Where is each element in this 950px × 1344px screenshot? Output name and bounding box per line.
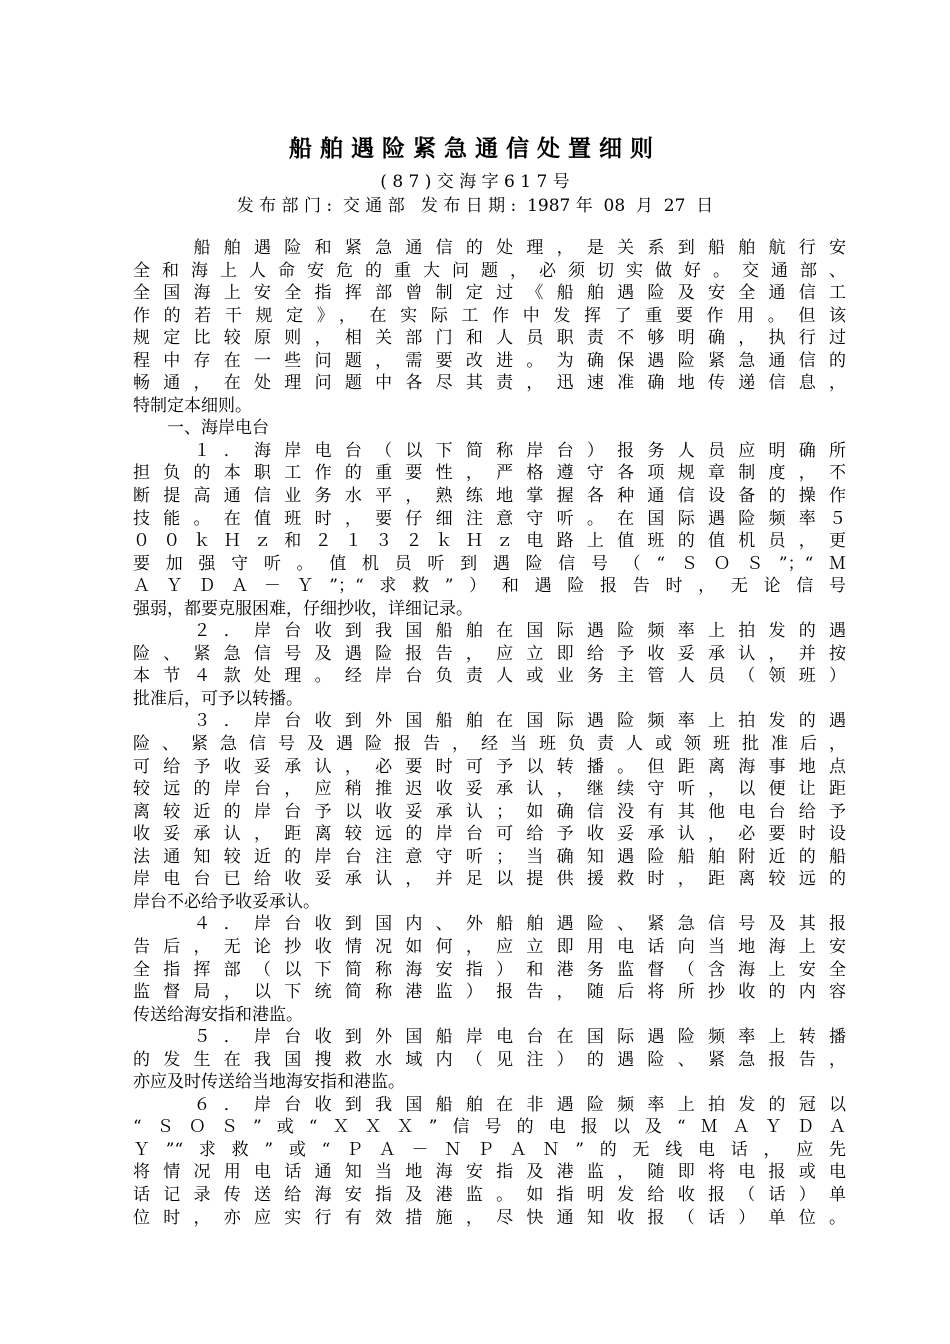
body-line: 全和海上人命安危的重大问题，必须切实做好。交通部、 bbox=[133, 260, 846, 281]
body-line: ５．岸台收到外国船岸电台在国际遇险频率上转播 bbox=[133, 1027, 846, 1048]
document-title: 船舶遇险紧急通信处置细则 bbox=[289, 135, 661, 162]
body-line: 本节４款处理。经岸台负责人或业务主管人员（领班） bbox=[133, 666, 846, 687]
section-heading: 一、海岸电台 bbox=[133, 418, 269, 439]
body-line: 法通知较近的岸台注意守听；当确知遇险船舶附近的船 bbox=[133, 846, 846, 867]
body-line: 离较近的岸台予以收妥承认；如确信没有其他电台给予 bbox=[133, 801, 846, 822]
body-line: 强弱，都要克服困难，仔细抄收，详细记录。 bbox=[133, 598, 473, 619]
body-line: ４．岸台收到国内、外船舶遇险、紧急信号及其报 bbox=[133, 914, 846, 935]
body-line: 告后，无论抄收情况如何，应立即用电话向当地海上安 bbox=[133, 936, 846, 957]
body-line: “ＳＯＳ”或“ＸＸＸ”信号的电报以及“ＭＡＹＤＡ bbox=[133, 1117, 846, 1138]
body-line: 作的若干规定》，在实际工作中发挥了重要作用。但该 bbox=[133, 305, 846, 326]
body-line: 监督局，以下统简称港监）报告，随后将所抄收的内容 bbox=[133, 982, 846, 1003]
body-line: 位时，亦应实行有效措施，尽快通知收报（话）单位。 bbox=[133, 1207, 846, 1228]
body-line: 险、紧急信号及遇险报告，应立即给予收妥承认，并按 bbox=[133, 643, 846, 664]
body-line: 畅通，在处理问题中各尽其责，迅速准确地传递信息， bbox=[133, 373, 846, 394]
body-line: ００ｋＨｚ和２１３２ｋＨｚ电路上值班的值机员，更 bbox=[133, 531, 846, 552]
body-line: 险、紧急信号及遇险报告，经当班负责人或领班批准后， bbox=[133, 734, 846, 755]
body-line: 全指挥部（以下简称海安指）和港务监督（含海上安全 bbox=[133, 959, 846, 980]
body-line: ３．岸台收到外国船舶在国际遇险频率上拍发的遇 bbox=[133, 711, 846, 732]
body-line: ＡＹＤＡ－Ｙ”；“求救”）和遇险报告时，无论信号 bbox=[133, 576, 846, 597]
body-line: 规定比较原则，相关部门和人员职责不够明确，执行过 bbox=[133, 328, 846, 349]
body-line: 技能。在值班时，要仔细注意守听。在国际遇险频率５ bbox=[133, 508, 846, 529]
document-number: ( 8 7 ) 交 海 字 6 1 7 号 bbox=[380, 172, 570, 192]
body-line: 亦应及时传送给当地海安指和港监。 bbox=[133, 1072, 405, 1093]
document-body bbox=[133, 237, 846, 1229]
body-line: 岸台不必给予收妥承认。 bbox=[133, 891, 320, 912]
body-line: 船舶遇险和紧急通信的处理，是关系到船舶航行安 bbox=[133, 238, 846, 258]
body-line: 程中存在一些问题，需要改进。为确保遇险紧急通信的 bbox=[133, 350, 846, 371]
body-line: 传送给海安指和港监。 bbox=[133, 1004, 303, 1025]
body-line: 收妥承认，距离较远的岸台可给予收妥承认，必要时设 bbox=[133, 824, 846, 845]
body-line: 特制定本细则。 bbox=[133, 395, 252, 416]
body-line: 全国海上安全指挥部曾制定过《船舶遇险及安全通信工 bbox=[133, 283, 846, 304]
body-line: 将情况用电话通知当地海安指及港监，随即将电报或电 bbox=[133, 1162, 846, 1183]
body-line: 的发生在我国搜救水域内（见注）的遇险、紧急报告， bbox=[133, 1049, 846, 1070]
body-line: 批准后，可予以转播。 bbox=[133, 688, 303, 709]
body-line: 担负的本职工作的重要性，严格遵守各项规章制度，不 bbox=[133, 463, 846, 484]
body-line: Ｙ”“求救”或“ＰＡ－ＮＰＡＮ”的无线电话，应先 bbox=[133, 1139, 846, 1160]
publish-info: 发 布 部 门 : 交 通 部 发 布 日 期 : 1987 年 08 月 27 日 bbox=[236, 196, 714, 216]
body-line: ６．岸台收到我国船舶在非遇险频率上拍发的冠以 bbox=[133, 1094, 846, 1115]
body-line: ２．岸台收到我国船舶在国际遇险频率上拍发的遇 bbox=[133, 621, 846, 642]
body-line: 断提高通信业务水平，熟练地掌握各种通信设备的操作 bbox=[133, 486, 846, 507]
body-line: 较远的岸台，应稍推迟收妥承认，继续守听，以便让距 bbox=[133, 779, 846, 800]
body-line: 话记录传送给海安指及港监。如指明发给收报（话）单 bbox=[133, 1184, 846, 1205]
body-line: １．海岸电台（以下简称岸台）报务人员应明确所 bbox=[133, 440, 846, 461]
body-line: 要加强守听。值机员听到遇险信号（“ＳＯＳ”；“Ｍ bbox=[133, 553, 846, 574]
body-line: 岸电台已给收妥承认，并足以提供援救时，距离较远的 bbox=[133, 869, 846, 890]
body-line: 可给予收妥承认，必要时可予以转播。但距离海事地点 bbox=[133, 756, 846, 777]
